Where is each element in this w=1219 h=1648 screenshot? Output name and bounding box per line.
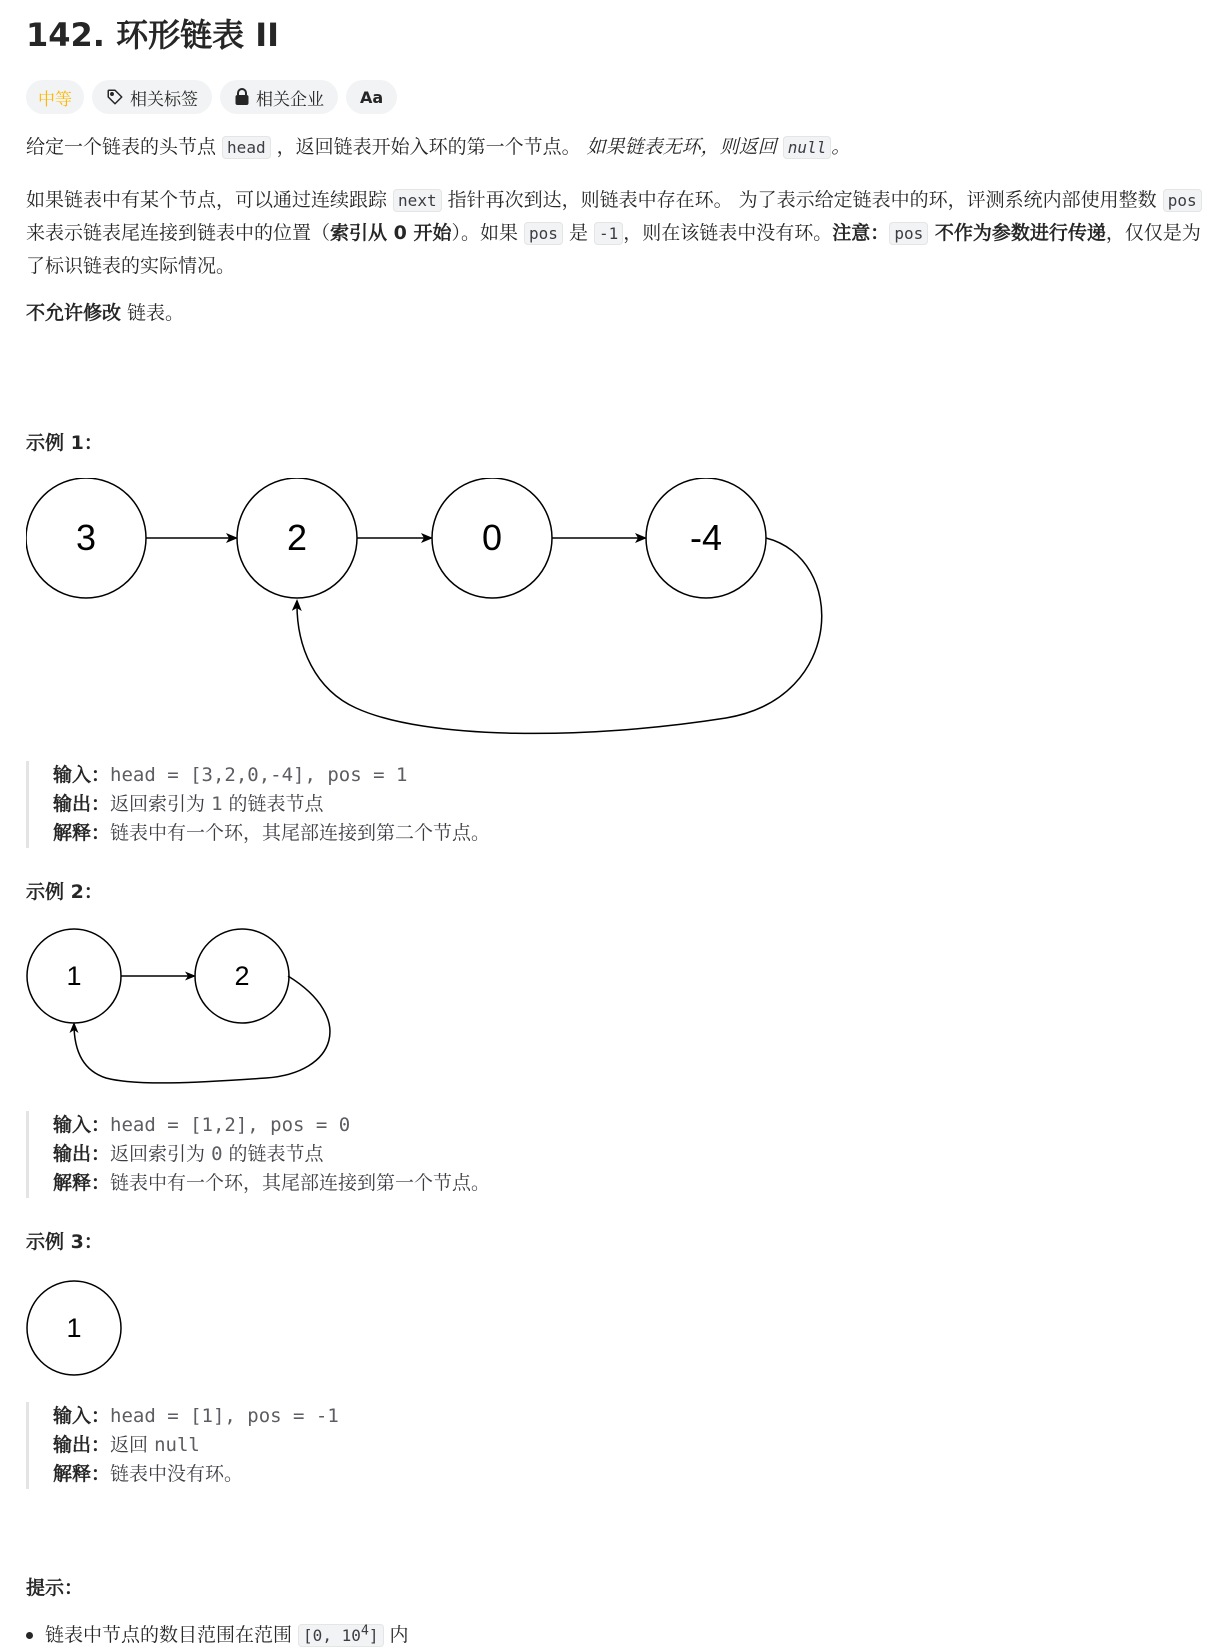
translate-icon: Aa [360, 87, 384, 107]
list-node [432, 478, 552, 598]
difficulty-badge: 中等 [26, 80, 84, 114]
inline-code: pos [1163, 189, 1202, 212]
example-2-diagram [26, 928, 366, 1098]
example-explanation: 链表中有一个环，其尾部连接到第一个节点。 [110, 1172, 491, 1194]
svg-text:-4: -4 [689, 517, 723, 558]
example-input: head = [1], pos = -1 [110, 1405, 339, 1427]
list-node [237, 478, 357, 598]
example-2-io: 输入：head = [1,2], pos = 0 输出：返回索引为 0 的链表节点 解释：链表中有一个环，其尾部连接到第一个节点。 [26, 1111, 490, 1198]
lock-icon [234, 88, 250, 106]
example-3-diagram [26, 1280, 126, 1380]
tag-icon [106, 88, 124, 106]
inline-code: next [393, 189, 442, 212]
svg-text:2: 2 [234, 961, 250, 991]
description-paragraph-2: 如果链表中有某个节点，可以通过连续跟踪 next 指针再次到达，则链表中存在环。 为了表示给定链表中的环，评测系统内部使用整数 pos 来表示链表尾连接到链表中的位置（索引从 0 开始）。如果 pos 是 -1 ，则在该链表中没有环。注意： pos 不作为参数进行传递，仅仅是为了标识链表的实际情况。 [26, 189, 1201, 277]
tag-bar [26, 80, 397, 114]
example-1-io: 输入：head = [3,2,0,-4], pos = 1 输出：返回索引为 1 的链表节点 解释：链表中有一个环，其尾部连接到第二个节点。 [26, 761, 490, 848]
problem-title: 142. 环形链表 II [26, 16, 280, 54]
svg-text:2: 2 [286, 517, 308, 558]
description-paragraph-1: 给定一个链表的头节点 head ，返回链表开始入环的第一个节点。 如果链表无环，则返回 null 。 [26, 136, 851, 158]
translate-button[interactable] [346, 80, 397, 114]
companies-tag-label: 相关企业 [256, 89, 324, 110]
topics-tag-label: 相关标签 [130, 89, 198, 110]
list-node [27, 1281, 121, 1375]
inline-code: null [783, 136, 832, 159]
example-2-title: 示例 2： [26, 881, 103, 903]
list-node [26, 478, 146, 598]
description-paragraph-3: 不允许修改 链表。 [26, 302, 185, 324]
list-node [27, 929, 121, 1023]
hints-title: 提示： [26, 1577, 84, 1599]
inline-code: -1 [594, 222, 623, 245]
list-node [646, 478, 766, 598]
example-input: head = [3,2,0,-4], pos = 1 [110, 764, 408, 786]
list-node [195, 929, 289, 1023]
inline-code: pos [889, 222, 928, 245]
topics-tag-button[interactable] [92, 80, 212, 114]
example-1-title: 示例 1： [26, 432, 103, 454]
svg-text:0: 0 [481, 517, 503, 558]
svg-text:1: 1 [66, 1313, 82, 1343]
example-explanation: 链表中没有环。 [110, 1463, 244, 1485]
example-input: head = [1,2], pos = 0 [110, 1114, 351, 1136]
inline-code: head [222, 136, 271, 159]
companies-tag-button[interactable] [220, 80, 338, 114]
example-3-io: 输入：head = [1], pos = -1 输出：返回 null 解释：链表中没有环。 [26, 1402, 339, 1489]
example-explanation: 链表中有一个环，其尾部连接到第二个节点。 [110, 822, 491, 844]
constraint-item: 链表中节点的数目范围在范围 [0, $10^4$] 内 [26, 1620, 409, 1647]
example-3-title: 示例 3： [26, 1231, 103, 1253]
svg-text:1: 1 [66, 961, 82, 991]
bullet-icon [26, 1632, 33, 1639]
example-1-diagram [26, 478, 826, 738]
inline-code: pos [524, 222, 563, 245]
svg-text:3: 3 [75, 517, 97, 558]
inline-code: [0, $10^4$] [298, 1624, 383, 1647]
